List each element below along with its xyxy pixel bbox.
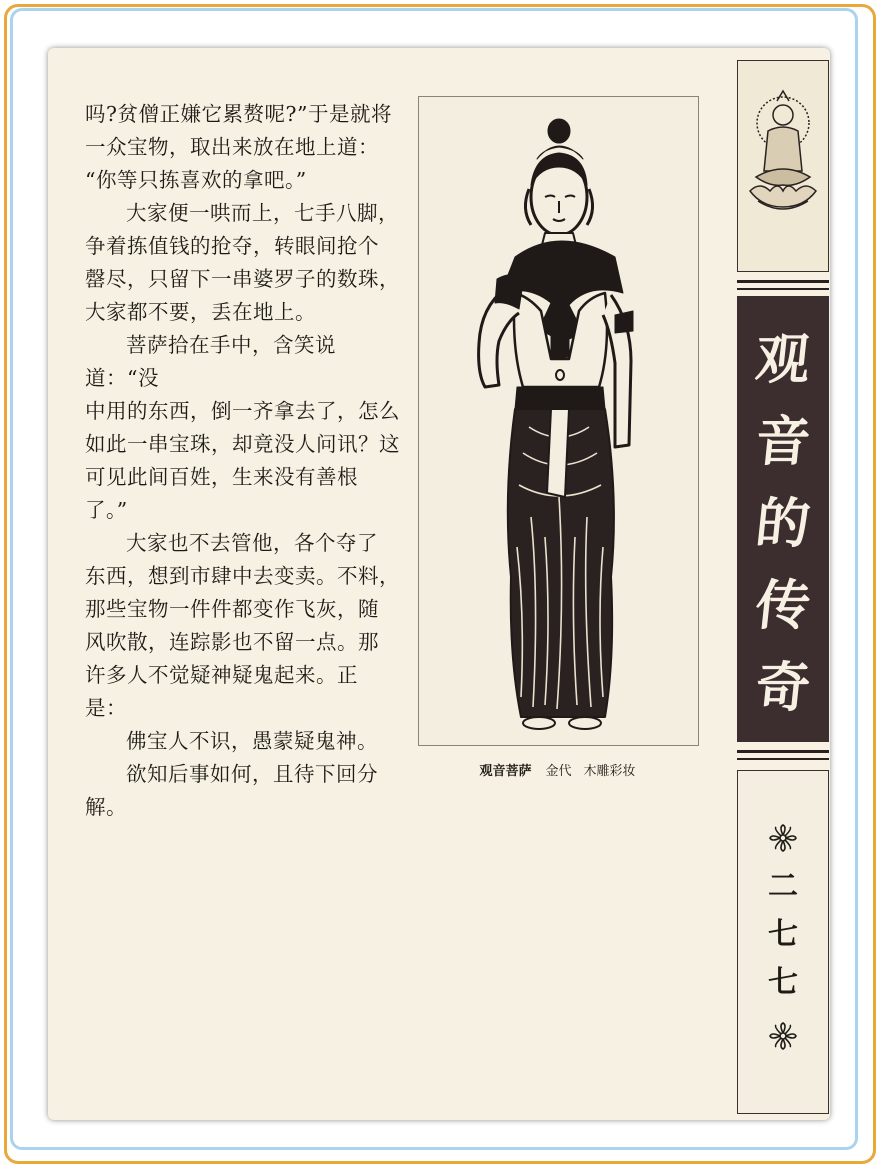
divider-rule: [737, 758, 829, 760]
divider-rule: [737, 288, 829, 290]
side-emblem-panel: [737, 60, 829, 272]
flower-ornament-icon: [768, 1021, 798, 1051]
caption-title: 观音菩萨: [479, 764, 532, 779]
book-title-char: 的: [752, 491, 814, 555]
book-page: [48, 48, 830, 1120]
flower-ornament-icon: [768, 823, 798, 853]
divider-rule: [737, 280, 829, 283]
guanyin-figure-drawing: [419, 97, 698, 745]
caption-period: 金代: [545, 764, 572, 779]
paragraph: 菩萨拾在手中，含笑说道：“没 中用的东西，倒一齐拿去了，怎么 如此一串宝珠，却竟没人问讯？这 可见此间百姓，生来没有善根 了。”: [85, 333, 400, 522]
book-title-char: 音: [752, 409, 814, 473]
guanyin-illustration: [418, 96, 699, 746]
illustration-caption: [418, 760, 697, 779]
page-number-char: 七: [768, 917, 798, 952]
page-number-char: 七: [768, 965, 798, 1000]
paragraph: 大家便一哄而上，七手八脚， 争着拣值钱的抢夺，转眼间抢个 罄尽，只留下一串婆罗子的数珠， 大家都不要，丢在地上。: [85, 201, 400, 324]
book-title-char: 传: [752, 573, 814, 637]
paragraph: 大家也不去管他，各个夺了 东西，想到市肆中去变卖。不料， 那些宝物一件件都变作飞灰，随 风吹散，连踪影也不留一点。那 许多人不觉疑神疑鬼起来。正 是：: [85, 531, 400, 720]
seated-bodhisattva-emblem: [738, 61, 828, 271]
book-title-band: [737, 296, 829, 742]
page-number-panel: [737, 770, 829, 1114]
verse-line: 佛宝人不识，愚蒙疑鬼神。: [126, 729, 378, 753]
book-title-char: 观: [752, 327, 814, 391]
caption-medium: 木雕彩妆: [583, 764, 636, 779]
body-text: [85, 98, 403, 824]
paragraph: 吗?贫僧正嫌它累赘呢?”于是就将 一众宝物，取出来放在地上道： “你等只拣喜欢的拿吧。”: [85, 102, 392, 192]
paragraph: 欲知后事如何，且待下回分 解。: [85, 762, 378, 819]
page-number-char: 二: [768, 869, 798, 904]
divider-rule: [737, 750, 829, 753]
book-title-char: 奇: [752, 655, 814, 719]
